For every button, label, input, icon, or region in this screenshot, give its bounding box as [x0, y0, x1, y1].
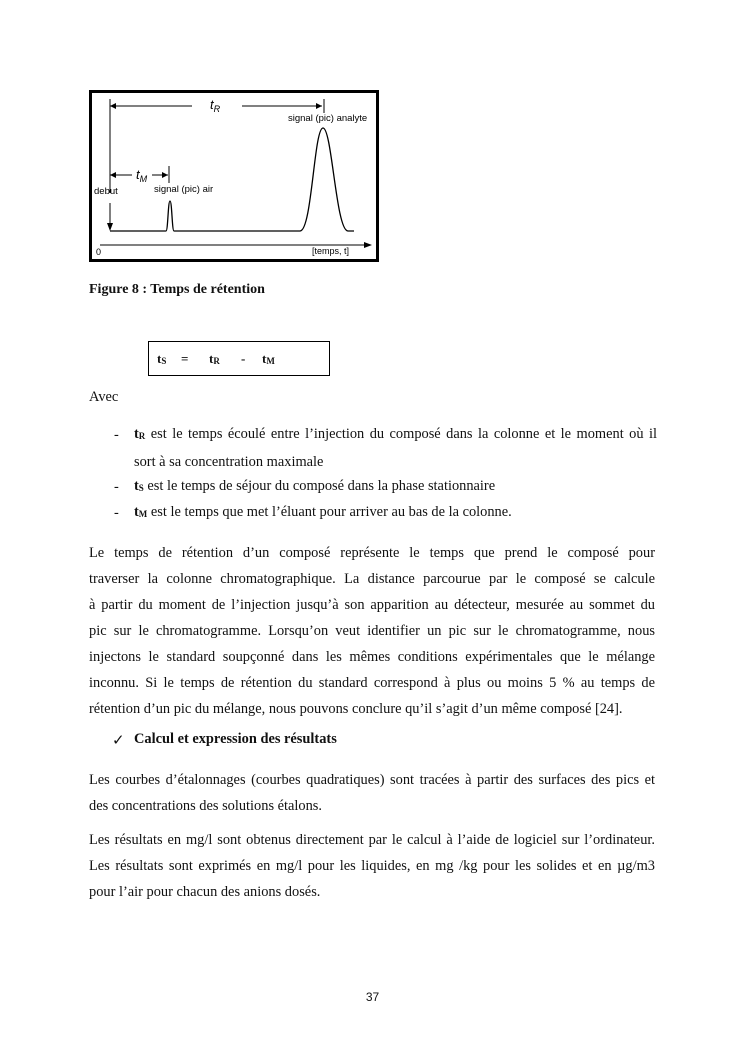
tm-arrowhead-left: [110, 172, 116, 178]
section-heading: Calcul et expression des résultats: [134, 731, 337, 747]
tr-label: $t_R$: [210, 97, 221, 114]
air-peak-label: signal (pic) air: [154, 184, 214, 195]
analyte-peak-label: signal (pic) analyte: [288, 113, 368, 124]
paragraph-retention-time: Le temps de rétention d’un composé représente le temps que prend le composé pour traverser la colonne chromatographique. La distance parcourue par le composé se calcule à partir du moment de l’injection jusqu’à son apparition au détecteur, mesurée au sommet du pic sur le chromatogramme. Lorsqu’on veut identifier un pic sur le chromatogramme, nous injectons le standard soupçonné dans les mêmes conditions expérimentales que le mélange inconnu. Si le temps de rétention du standard correspond à plus ou moins 5 % au temps de rétention d’un pic du mélange, nous pouvons conclure qu’il s’agit d’un même composé [24].: [89, 545, 655, 717]
chromatogram-diagram: [92, 93, 376, 259]
paragraph-calibration: Les courbes d’étalonnages (courbes quadratiques) sont tracées à partir des surfaces des pics et des concentrations des solutions étalons.: [89, 772, 655, 814]
debut-label: debut: [94, 186, 118, 197]
tr-arrowhead-left: [110, 103, 116, 109]
zero-label: 0: [96, 247, 102, 257]
definition-tm-symbol: $t_M$: [134, 504, 148, 520]
tm-label: $t_M$: [136, 167, 148, 184]
chromatogram-figure: [89, 90, 379, 262]
definition-ts-symbol: $t_S$: [134, 478, 144, 494]
checkmark-icon: ✓: [112, 731, 125, 749]
definition-tm: $t_M$ est le temps que met l’éluant pour arriver au bas de la colonne.: [134, 504, 512, 520]
avec-label: Avec: [89, 389, 119, 405]
formula-minus: -: [241, 351, 246, 366]
formula-ts: $t_S$: [157, 351, 167, 366]
time-axis-label: [temps, t]: [312, 246, 350, 256]
formula-tr: $t_R$: [209, 351, 220, 366]
definition-ts: $t_S$ est le temps de séjour du composé dans la phase stationnaire: [134, 478, 496, 494]
definition-dash-1: -: [114, 427, 119, 443]
definition-dash-2: -: [114, 479, 119, 495]
definition-tr: $t_R$ est le temps écoulé entre l’injection du composé dans la colonne et le moment où il sort à sa concentration maximale: [134, 426, 657, 470]
tr-arrowhead-right: [316, 103, 322, 109]
retention-formula: [148, 341, 330, 376]
page-number: 37: [365, 990, 380, 1004]
time-axis-arrowhead: [364, 242, 372, 248]
definition-dash-3: -: [114, 505, 119, 521]
paragraph-results: Les résultats en mg/l sont obtenus directement par le calcul à l’aide de logiciel sur l’ordinateur. Les résultats sont exprimés en mg/l pour les liquides, en mg /kg pour les solides et en µg/m3 pour l’air pour chacun des anions dosés.: [89, 832, 655, 900]
definition-tr-symbol: $t_R$: [134, 426, 146, 442]
start-arrowhead: [107, 223, 113, 231]
figure-caption: Figure 8 : Temps de rétention: [89, 282, 265, 297]
tm-arrowhead-right: [162, 172, 168, 178]
formula-tm: $t_M$: [262, 351, 275, 366]
formula-equals: =: [181, 351, 189, 366]
